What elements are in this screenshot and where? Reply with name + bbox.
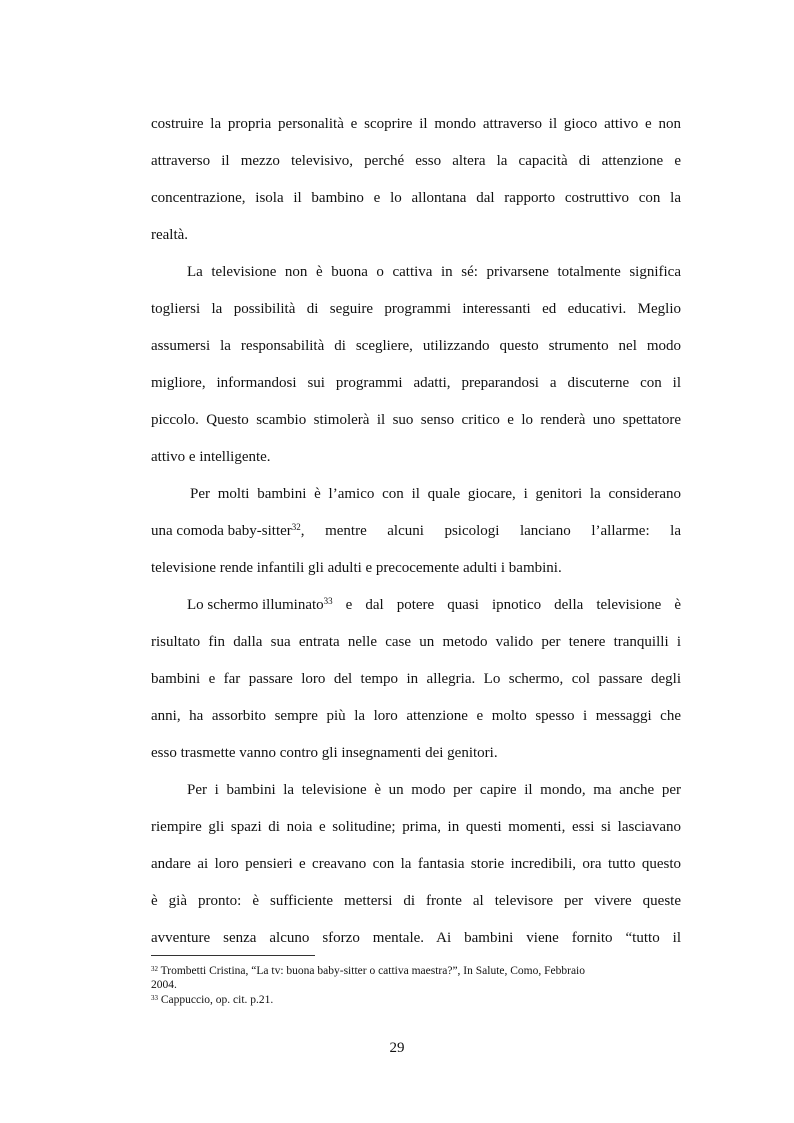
line-6: togliersi la possibilità di seguire programmi interessanti ed educativi. Meglio bbox=[151, 301, 681, 317]
line-19: Per i bambini la televisione è un modo per capire il mondo, ma anche per bbox=[187, 782, 681, 798]
footnote-32-number: 32 bbox=[151, 965, 158, 973]
line-12-text: una comoda baby-sitter$^{32}$ bbox=[151, 522, 301, 539]
line-13: televisione rende infantili gli adulti e precocemente adulti i bambini. bbox=[151, 560, 562, 576]
line-15: risultato fin dalla sua entrata nelle case un metodo valido per tenere tranquilli i bbox=[151, 634, 681, 650]
line-14 bbox=[187, 596, 681, 614]
footnote-ref-32: 32 bbox=[291, 522, 301, 532]
footnote-separator bbox=[151, 955, 315, 956]
line-12-rest: , mentre alcuni psicologi lanciano l’allarme: la bbox=[300, 523, 681, 539]
line-5: La televisione non è buona o cattiva in sé: privarsene totalmente significa bbox=[187, 264, 681, 280]
line-8: migliore, informandosi sui programmi adatti, preparandosi a discuterne con il bbox=[151, 375, 681, 391]
line-2: attraverso il mezzo televisivo, perché esso altera la capacità di attenzione e bbox=[151, 153, 681, 169]
line-22: è già pronto: è sufficiente mettersi di fronte al televisore per vivere queste bbox=[151, 893, 681, 909]
line-12 bbox=[151, 522, 681, 540]
line-1: costruire la propria personalità e scoprire il mondo attraverso il gioco attivo e non bbox=[151, 116, 681, 132]
line-4: realtà. bbox=[151, 227, 189, 243]
footnote-32-cont: 2004. bbox=[151, 979, 177, 991]
line-16: bambini e far passare loro del tempo in allegria. Lo schermo, col passare degli bbox=[151, 671, 681, 687]
line-17: anni, ha assorbito sempre più la loro attenzione e molto spesso i messaggi che bbox=[151, 708, 681, 724]
line-9: piccolo. Questo scambio stimolerà il suo senso critico e lo renderà uno spettatore bbox=[151, 412, 681, 428]
footnote-32 bbox=[151, 964, 585, 978]
line-21: andare ai loro pensieri e creavano con la fantasia storie incredibili, ora tutto questo bbox=[151, 856, 681, 872]
line-14-text: Lo schermo illuminato$^{33}$ bbox=[187, 596, 333, 613]
line-3: concentrazione, isola il bambino e lo allontana dal rapporto costruttivo con la bbox=[151, 190, 681, 206]
line-14-rest: e dal potere quasi ipnotico della televisione è bbox=[332, 597, 681, 613]
line-18: esso trasmette vanno contro gli insegnamenti dei genitori. bbox=[151, 745, 498, 761]
line-10: attivo e intelligente. bbox=[151, 449, 271, 465]
line-11: Per molti bambini è l’amico con il quale giocare, i genitori la considerano bbox=[190, 486, 681, 502]
footnote-33-text: Cappuccio, op. cit. p.21. bbox=[158, 994, 274, 1006]
footnote-ref-33: 33 bbox=[323, 596, 333, 606]
line-23: avventure senza alcuno sforzo mentale. Ai bambini viene fornito “tutto il bbox=[151, 930, 681, 946]
footnote-32-text: Trombetti Cristina, “La tv: buona baby-sitter o cattiva maestra?”, In Salute, Como, Febbraio bbox=[158, 965, 586, 977]
line-20: riempire gli spazi di noia e solitudine; prima, in questi momenti, essi si lasciavano bbox=[151, 819, 681, 835]
footnote-33-number: 33 bbox=[151, 994, 158, 1002]
page-number: 29 bbox=[389, 1040, 405, 1056]
footnote-33 bbox=[151, 993, 273, 1007]
line-7: assumersi la responsabilità di scegliere, utilizzando questo strumento nel modo bbox=[151, 338, 681, 354]
